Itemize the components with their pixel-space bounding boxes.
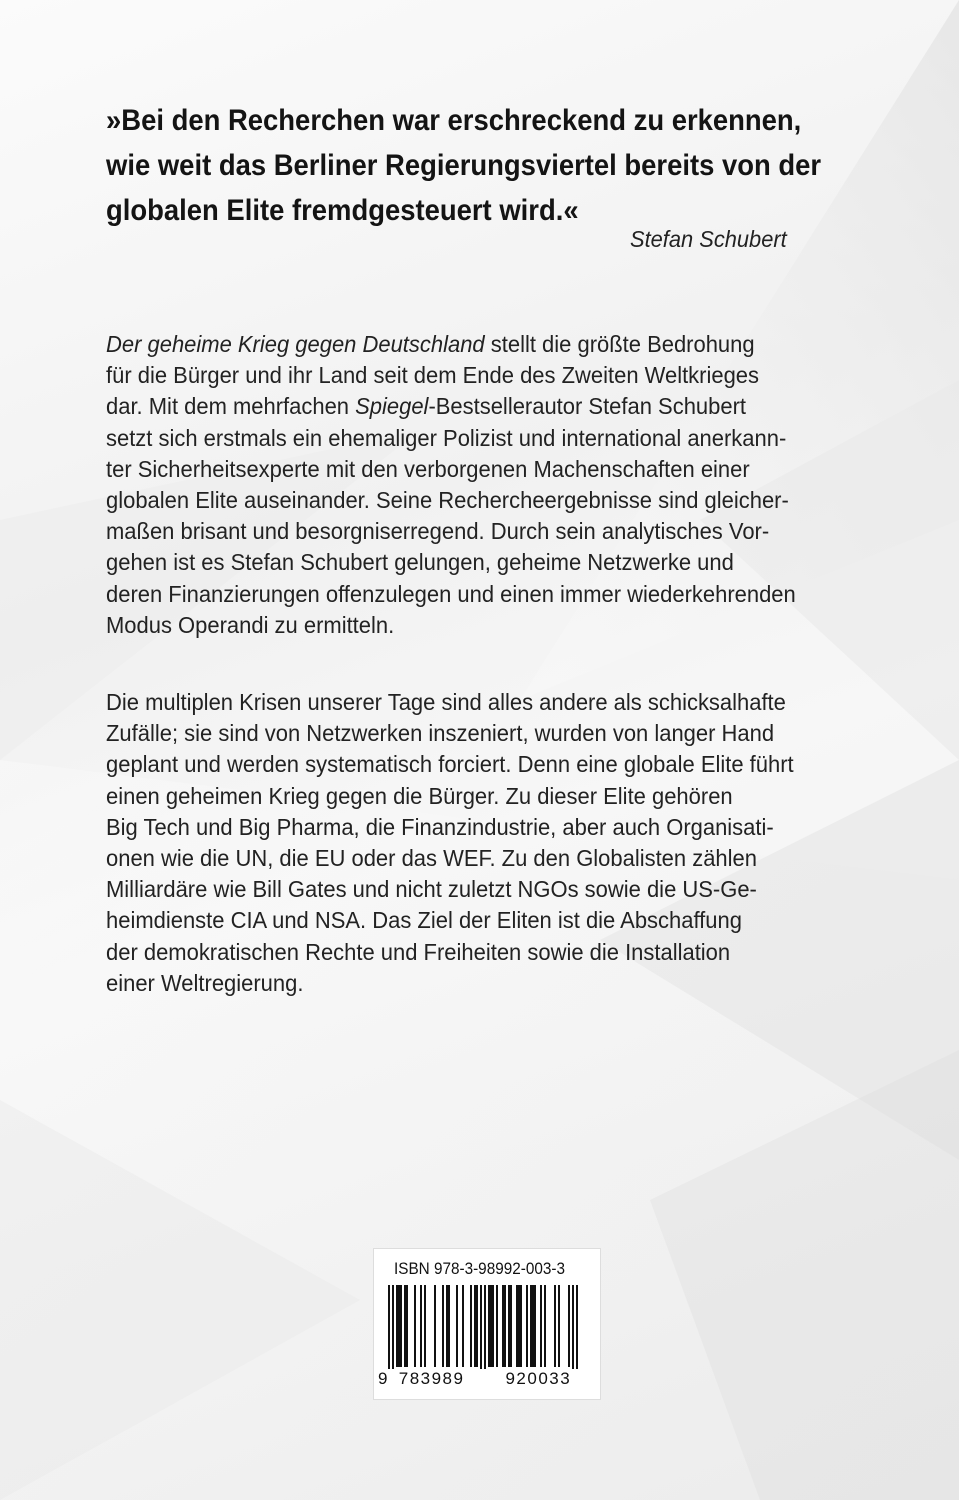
- barcode-bar: [488, 1285, 490, 1367]
- paragraph-2: [106, 687, 817, 999]
- barcode-digits-right: 920033: [505, 1369, 572, 1388]
- barcode-digits-left: 783989: [398, 1369, 465, 1388]
- magazine-italic: Spiegel: [355, 393, 429, 420]
- pull-quote: [106, 98, 822, 233]
- text-span: stellt die größte Bedrohung: [484, 331, 755, 357]
- barcode-bar: [508, 1285, 510, 1367]
- barcode-bar: [496, 1285, 498, 1367]
- text-line: maßen brisant und besorgniserregend. Durch sein analytisches Vor-: [106, 518, 770, 545]
- quote-line: wie weit das Berliner Regierungsviertel bereits von der: [106, 149, 822, 182]
- barcode-bar: [544, 1285, 546, 1367]
- quote-line: »Bei den Recherchen war erschreckend zu erkennen,: [106, 104, 802, 137]
- text-line: Zufälle; sie sind von Netzwerken inszeniert, wurden von langer Hand: [106, 720, 775, 747]
- barcode-bar: [414, 1285, 416, 1367]
- text-line: Milliardäre wie Bill Gates und nicht zuletzt NGOs sowie die US-Ge-: [106, 876, 757, 903]
- text-line: heimdienste CIA und NSA. Das Ziel der Eliten ist die Abschaffung: [106, 907, 742, 934]
- barcode-bar: [484, 1285, 486, 1377]
- text-span: -Bestsellerautor Stefan Schubert: [428, 393, 747, 420]
- barcode-bar: [534, 1285, 536, 1367]
- barcode-bar: [540, 1285, 542, 1367]
- barcode-bar: [526, 1285, 528, 1367]
- text-line: gehen ist es Stefan Schubert gelungen, geheime Netzwerke und: [106, 549, 734, 576]
- text-line: [106, 391, 817, 422]
- barcode-bar: [510, 1285, 512, 1367]
- quote-line: globalen Elite fremdgesteuert wird.«: [106, 194, 579, 227]
- barcode: [373, 1248, 601, 1400]
- barcode-bar: [490, 1285, 492, 1367]
- barcode-bar: [480, 1285, 482, 1377]
- barcode-bar: [576, 1285, 578, 1377]
- text-span: dar. Mit dem mehrfachen: [106, 393, 356, 420]
- text-line: einen geheimen Krieg gegen die Bürger. Zu dieser Elite gehören: [106, 782, 733, 809]
- barcode-bar: [516, 1285, 518, 1367]
- barcode-bar: [572, 1285, 574, 1377]
- barcode-bar: [388, 1285, 390, 1377]
- text-line: Modus Operandi zu ermitteln.: [106, 611, 395, 638]
- barcode-bar: [476, 1285, 478, 1367]
- text-line: der demokratischen Rechte und Freiheiten sowie die Installation: [106, 938, 731, 965]
- barcode-bar: [462, 1285, 464, 1367]
- barcode-bar: [420, 1285, 422, 1367]
- barcode-digits: [378, 1369, 596, 1389]
- text-line: Big Tech und Big Pharma, die Finanzindustrie, aber auch Organisati-: [106, 813, 774, 840]
- text-line: globalen Elite auseinander. Seine Rechercheergebnisse sind gleicher-: [106, 487, 789, 514]
- barcode-bar: [398, 1285, 400, 1367]
- barcode-bar: [492, 1285, 494, 1367]
- barcode-bar: [470, 1285, 472, 1367]
- isbn-label: ISBN 978-3-98992-003-3: [394, 1259, 565, 1278]
- text-line: deren Finanzierungen offenzulegen und einen immer wiederkehrenden: [106, 580, 796, 607]
- barcode-bar: [434, 1285, 436, 1367]
- barcode-bar: [520, 1285, 522, 1367]
- barcode-bar: [396, 1285, 398, 1367]
- text-line: für die Bürger und ihr Land seit dem Ende des Zweiten Weltkrieges: [106, 362, 760, 389]
- barcode-bar: [392, 1285, 394, 1377]
- barcode-bar: [446, 1285, 448, 1367]
- barcode-bar: [424, 1285, 426, 1367]
- barcode-bar: [406, 1285, 408, 1367]
- text-line: onen wie die UN, die EU oder das WEF. Zu den Globalisten zählen: [106, 845, 757, 872]
- paragraph-1: [106, 329, 817, 641]
- barcode-bar: [554, 1285, 556, 1367]
- barcode-bar: [456, 1285, 458, 1367]
- text-line: ter Sicherheitsexperte mit den verborgenen Machenschaften einer: [106, 455, 750, 482]
- barcode-bar: [448, 1285, 450, 1367]
- quote-author: Stefan Schubert: [630, 226, 787, 252]
- barcode-bar: [558, 1285, 560, 1367]
- barcode-bar: [474, 1285, 476, 1367]
- book-title-italic: Der geheime Krieg gegen Deutschland: [106, 331, 485, 357]
- barcode-bar: [502, 1285, 504, 1367]
- barcode-bar: [504, 1285, 506, 1367]
- text-line: einer Weltregierung.: [106, 969, 304, 996]
- barcode-bar: [400, 1285, 402, 1367]
- barcode-bar: [404, 1285, 406, 1367]
- barcode-bar: [568, 1285, 570, 1367]
- barcode-digit-first: 9: [378, 1369, 388, 1388]
- barcode-bar: [518, 1285, 520, 1367]
- text-line: geplant und werden systematisch forciert. Denn eine globale Elite führt: [106, 751, 794, 778]
- text-line: Die multiplen Krisen unserer Tage sind alles andere als schicksalhafte: [106, 689, 786, 715]
- barcode-bar: [532, 1285, 534, 1367]
- barcode-bar: [442, 1285, 444, 1367]
- text-line: [106, 329, 817, 360]
- barcode-bar: [530, 1285, 532, 1367]
- text-line: setzt sich erstmals ein ehemaliger Polizist und international anerkann-: [106, 424, 787, 451]
